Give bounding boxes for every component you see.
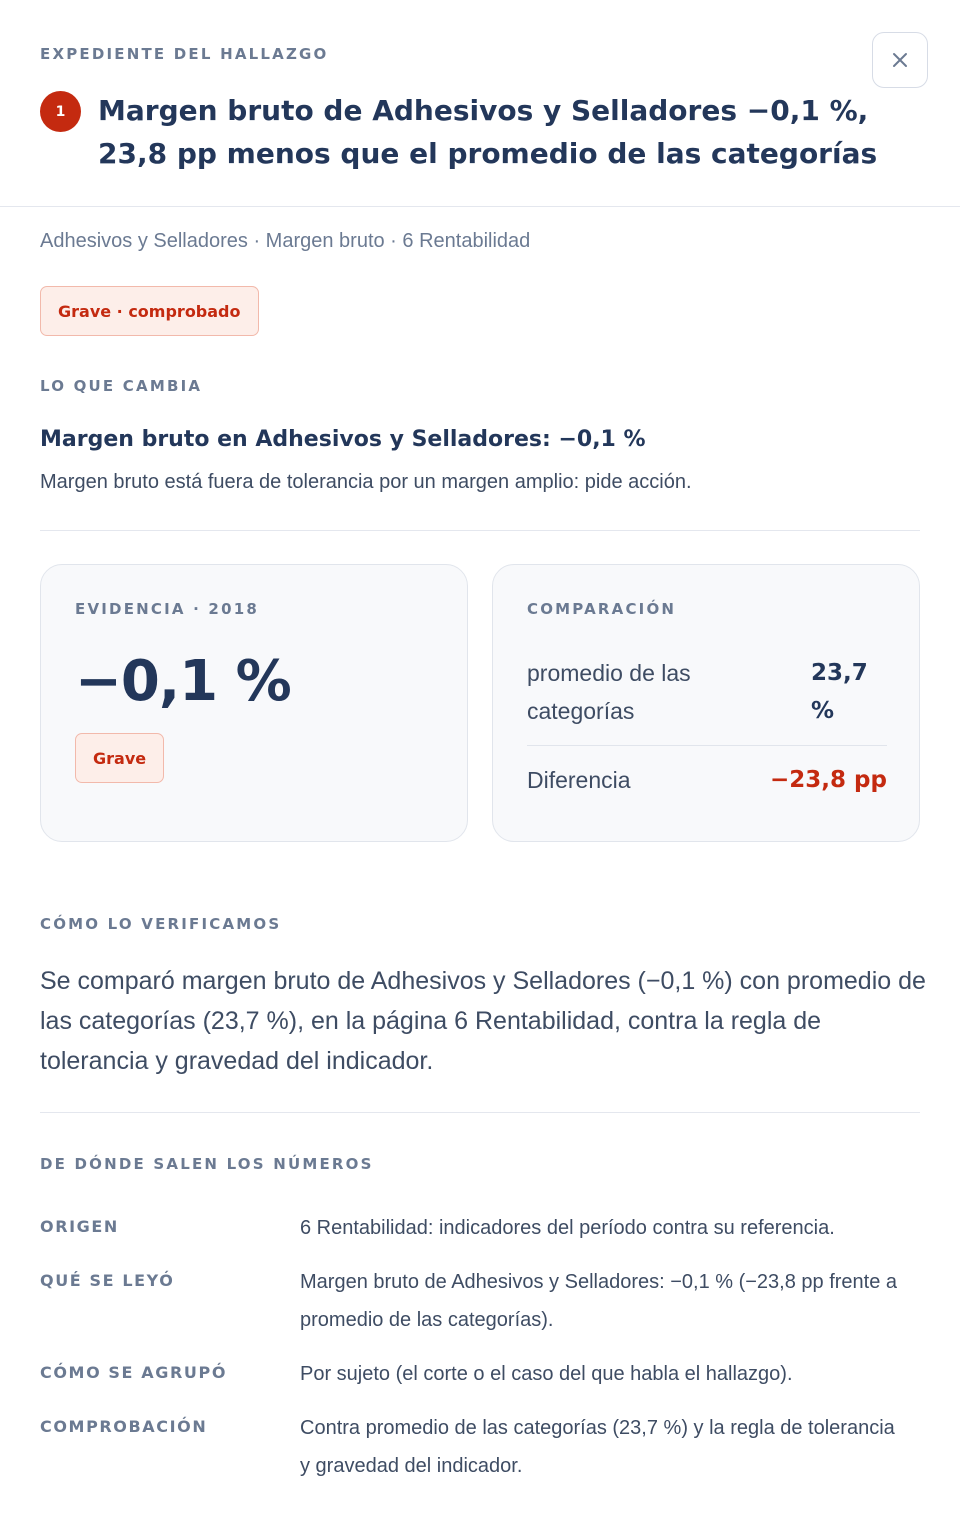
divider — [40, 1112, 920, 1113]
comparison-card — [492, 564, 920, 842]
divider — [40, 530, 920, 531]
source-value-origin: 6 Rentabilidad: indicadores del período contra su referencia. — [300, 1217, 835, 1239]
comparison-divider — [527, 745, 887, 746]
reference-label: promedio de las categorías — [527, 660, 691, 724]
change-title: Margen bruto en Adhesivos y Selladores: −0,1 % — [40, 427, 646, 452]
close-icon — [892, 52, 908, 68]
finding-title: Margen bruto de Adhesivos y Selladores −0,1 %, 23,8 pp menos que el promedio de las categorías — [98, 94, 878, 170]
comparison-label: COMPARACIÓN — [527, 600, 677, 618]
source-key-grouping: CÓMO SE AGRUPÓ — [40, 1363, 228, 1382]
source-key-check: COMPROBACIÓN — [40, 1417, 208, 1436]
verification-text: Se comparó margen bruto de Adhesivos y Selladores (−0,1 %) con promedio de las categorías (23,7 %), en la página 6 Rentabilidad, contra la regla de tolerancia y gravedad del indicador. — [40, 967, 926, 1075]
verification-section-label: CÓMO LO VERIFICAMOS — [40, 915, 282, 933]
change-section-label: LO QUE CAMBIA — [40, 377, 203, 395]
source-key-read: QUÉ SE LEYÓ — [40, 1271, 175, 1290]
sources-section-label: DE DÓNDE SALEN LOS NÚMEROS — [40, 1155, 374, 1173]
source-value-grouping: Por sujeto (el corte o el caso del que habla el hallazgo). — [300, 1363, 793, 1385]
source-value-read: Margen bruto de Adhesivos y Selladores: −0,1 % (−23,8 pp frente a promedio de las categorías). — [300, 1271, 898, 1331]
difference-label: Diferencia — [527, 767, 631, 793]
source-value-check: Contra promedio de las categorías (23,7 %) y la regla de tolerancia y gravedad del indicador. — [300, 1417, 895, 1477]
evidence-label: EVIDENCIA · 2018 — [75, 600, 259, 618]
status-badge: Grave · comprobado — [40, 286, 259, 336]
finding-header — [0, 0, 960, 207]
source-key-origin: ORIGEN — [40, 1217, 119, 1236]
change-description: Margen bruto está fuera de tolerancia por un margen amplio: pide acción. — [40, 471, 692, 493]
difference-value: −23,8 pp — [770, 767, 887, 793]
breadcrumb: Adhesivos y Selladores · Margen bruto · 6 Rentabilidad — [40, 230, 531, 252]
severity-badge: Grave — [75, 733, 164, 783]
dossier-eyebrow: EXPEDIENTE DEL HALLAZGO — [40, 45, 329, 63]
finding-number-badge: 1 — [40, 91, 81, 132]
reference-value: 23,7 % — [811, 660, 868, 724]
evidence-card — [40, 564, 468, 842]
evidence-value: −0,1 % — [75, 649, 291, 714]
close-button[interactable] — [872, 32, 928, 88]
